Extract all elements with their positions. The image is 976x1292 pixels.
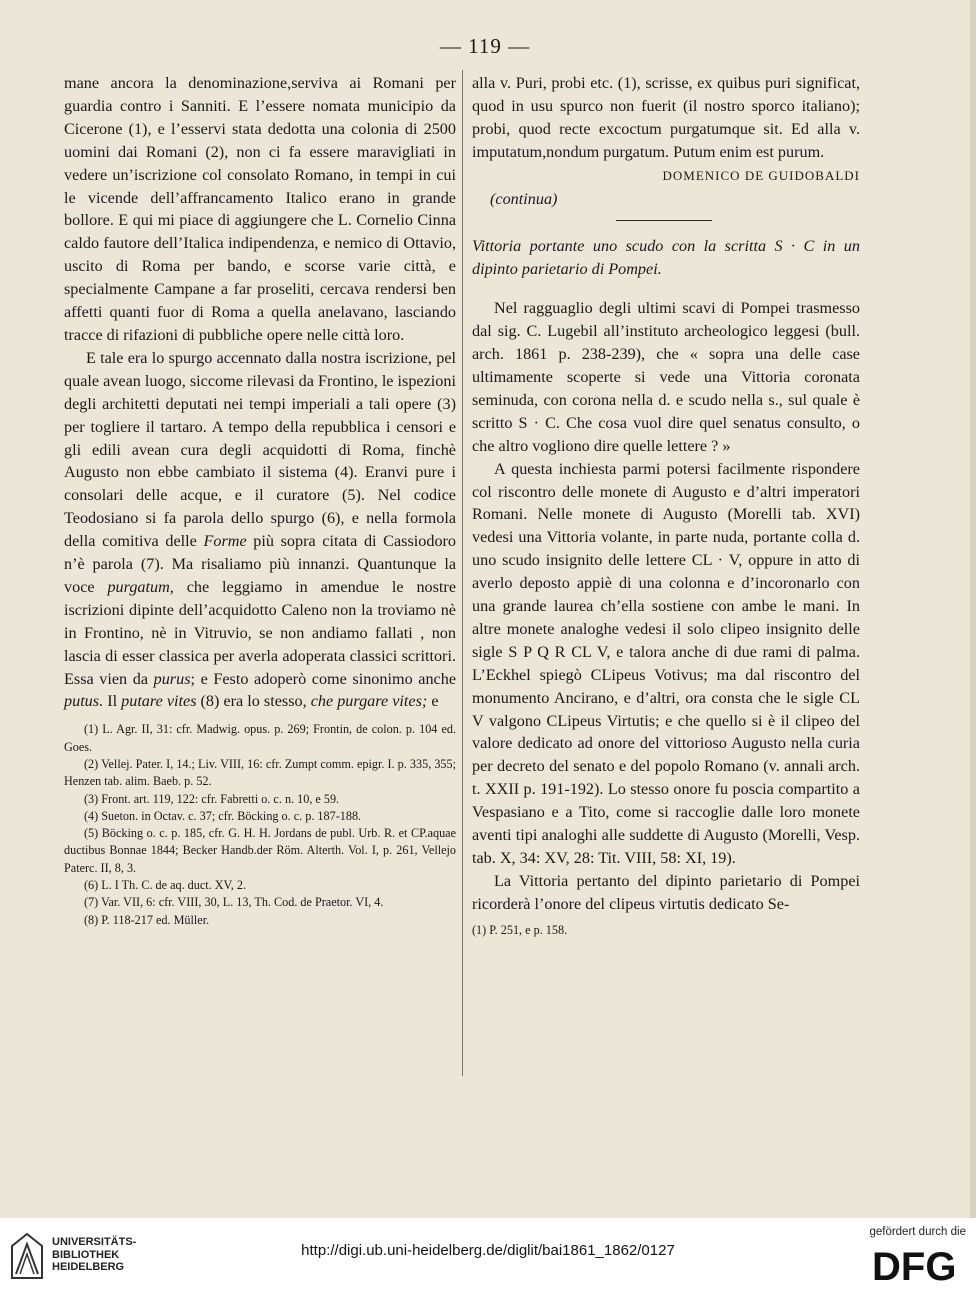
left-footnotes	[64, 721, 456, 929]
continua-note: (continua)	[490, 189, 558, 208]
footnote: (3) Front. art. 119, 122: cfr. Fabretti o. c. n. 10, e 59.	[84, 791, 340, 806]
dfg-logo-text: DFG	[872, 1245, 957, 1284]
funded-by-label: gefördert durch die	[869, 1226, 966, 1238]
right-footnote: (1) P. 251, e p. 158.	[472, 922, 568, 937]
footnote: (1) L. Agr. II, 31: cfr. Madwig. opus. p. 269; Frontin, de colon. p. 104 ed. Goes.	[64, 722, 456, 754]
footnote: (5) Böcking o. c. p. 185, cfr. G. H. H. Jordans de publ. Urb. R. et CP.aquae ductibus Bonnae 1844; Becker Handb.der Röm. Alterth. Vol. I, p. 261, Vellejo Paterc. II, 8, 3.	[64, 826, 456, 875]
right-paragraph-3: La Vittoria pertanto del dipinto parietario di Pompei ricorderà l’onore del clipeus virtutis dedicato Se-	[472, 871, 860, 913]
page-number: — 119 —	[439, 34, 531, 58]
left-paragraph-1: mane ancora la denominazione,serviva ai Romani per guardia contro i Sanniti. E l’essere nomata municipio da Cicerone (1), e l’esservi stata dedotta una colonia di 2500 uomini dai Romani (2), non ci fa essere maravigliati in vedere un’iscrizione col consolato Romano, in tempi in cui le vicende dell’affrancamento Italico erano in grande bollore. E qui mi piace di aggiungere che L. Cornelio Cinna caldo fautore dell’Italica indipendenza, e nemico di Ottavio, uscito di Roma per bando, e scorse varie città, e specialmente Campane a far proseliti, cercava rendersi ben affetti quanti fuor di Roma a quella anelavano, lasciando tracce di rifazioni di pubbliche opere nelle città loro.	[64, 74, 456, 344]
left-paragraph-2: E tale era lo spurgo accennato dalla nostra iscrizione, pel quale avean luogo, siccome rilevasi da Frontino, le ispezioni degli architetti deputati nei tempi imperiali a tali opere (3) per togliere il tartaro. A tempo della repubblica i censori e gli edili avean cura degli acquidotti di Roma, finchè Augusto non ebbe cambiato il sistema (4). Eranvi pure i consolari delle acque, e il curatore (5). Nel codice Teodosiano si fa parola dello spurgo (6), e nella formola della comitiva delle Forme più sopra citata di Cassiodoro n’è parola (7). Ma risaliamo più innanzi. Quantunque la voce purgatum, che leggiamo in amendue le nostre iscrizioni dipinte dell’acquidotto Caleno non la troviamo nè in Frontino, nè in Vitruvio, se non andiamo fallati , non lascia di esser classica per averla adoperata classici scrittori. Essa vien da purus; e Festo adoperò come sinonimo anche putus. Il putare vites (8) era lo stesso, che purgare vites; e	[64, 348, 457, 711]
article-title: Vittoria portante uno scudo con la scritta S · C in un dipinto parietario di Pompei.	[472, 237, 860, 279]
left-column	[64, 72, 456, 929]
credit-bar	[0, 1218, 976, 1292]
source-url[interactable]: http://digi.ub.uni-heidelberg.de/diglit/bai1861_1862/0127	[301, 1242, 675, 1259]
footnote: (6) L. I Th. C. de aq. duct. XV, 2.	[84, 878, 247, 893]
footnote: (8) P. 118-217 ed. Müller.	[84, 912, 210, 927]
right-opening-paragraph: alla v. Puri, probi etc. (1), scrisse, ex quibus puri significat, quod in usu spurco non fuerit (il nostro sporco italiano); probi, quod recte excoctum purgatumque sit. Ed alla v. imputatum,nondum purgatum. Putum enim est purum.	[472, 74, 860, 161]
signature-line	[472, 164, 860, 188]
right-column	[472, 72, 860, 939]
university-library-name: UNIVERSITÄTS- BIBLIOTHEK HEIDELBERG	[52, 1236, 137, 1273]
footnote: (4) Sueton. in Octav. c. 37; cfr. Böcking o. c. p. 187-188.	[84, 808, 362, 823]
column-divider	[462, 70, 463, 1076]
right-paragraph-1: Nel ragguaglio degli ultimi scavi di Pompei trasmesso dal sig. C. Lugebil all’instituto archeologico leggesi (bull. arch. 1861 p. 238-239), che « sopra una delle case ultimamente scoperte si vede una Vittoria coronata seminuda, con corona nella d. e scudo nella s., sul quale è scritto S · C. Che cosa vuol dire quel senatus consulto, o che altro vogliono dire quelle lettere ? »	[472, 299, 860, 455]
dfg-logo-icon	[870, 1244, 964, 1284]
section-separator	[616, 220, 712, 221]
right-paragraph-2: A questa inchiesta parmi potersi facilmente rispondere col riscontro delle monete di Augusto e d’altri imperatori Romani. Nelle monete di Augusto (Morelli tab. XVI) vedesi una Vittoria volante, in parte nuda, portante colla d. uno scudo insignito delle lettere CL · V, oppure in atto di averlo deposto appiè di una colonna e d’incoronarlo con una grande laurea ch’ella sostiene con ambe le mani. In altre monete analoghe vedesi il solo clipeo insignito delle sigle S P Q R CL V, e talora anche di due rami di palma. L’Eckhel spiegò CLipeus Votivus; ma dal riscontro del monumento Ancirano, e d’altri, ora consta che le sigle CL V valgono CLipeus Virtutis; e che quello si è il clipeo del valore dedicato ad onore del vittorioso Augusto nella curia per decreto del senato e del popolo Romano (v. annali arch. t. XXII p. 191-192). Lo stesso onore fu poscia compartito a Vespasiano e a Tito, come si raccoglie dalle loro monete aventi tipi analoghi alle suddette di Augusto (Morelli, Vesp. tab. X, 34: XV, 28: Tit. VIII, 58: XI, 19).	[472, 459, 860, 867]
footnote: (2) Vellej. Pater. I, 14.; Liv. VIII, 16: cfr. Zumpt comm. epigr. I. p. 335, 355; Henzen tab. alim. Baeb. p. 52.	[64, 756, 456, 789]
author-signature: DOMENICO DE GUIDOBALDI	[662, 167, 860, 183]
footnote: (7) Var. VII, 6: cfr. VIII, 30, L. 13, Th. Cod. de Praetor. VI, 4.	[84, 895, 384, 910]
